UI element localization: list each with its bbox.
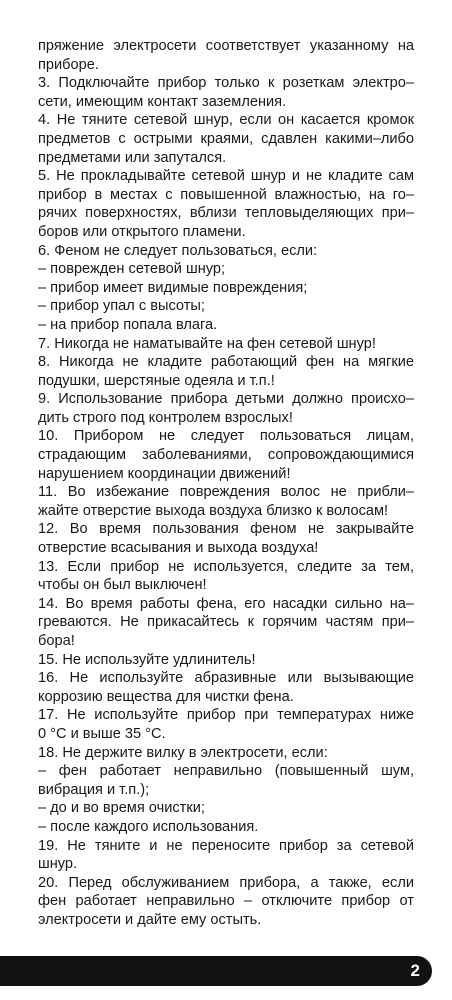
text-line: бора! (38, 633, 75, 649)
text-line: 12. Во время пользования феном не закрывайте (38, 521, 414, 538)
text-line: 8. Никогда не кладите работающий фен на мягкие (38, 354, 414, 371)
text-line: дить строго под контролем взрослых! (38, 409, 293, 426)
text-line: – фен работает неправильно (повышенный шум, (38, 763, 414, 780)
text-line: 4. Не тяните сетевой шнур, если он касается кромок (38, 112, 414, 129)
text-line: 5. Не прокладывайте сетевой шнур и не кладите сам (38, 168, 414, 185)
text-line: – поврежден сетевой шнур; (38, 261, 226, 278)
text-line: 15. Не используйте удлинитель! (38, 651, 256, 668)
text-line: жайте отверстие выхода воздуха близко к волосам! (38, 502, 389, 519)
text-line: 17. Не используйте прибор при температурах ниже (38, 707, 414, 724)
text-line: 11. Во избежание повреждения волос не прибли– (38, 484, 414, 501)
text-line: боров или открытого пламени. (38, 223, 246, 240)
text-line: 7. Никогда не наматывайте на фен сетевой шнур! (38, 335, 376, 352)
text-line: вибрация и т.п.); (38, 781, 150, 798)
text-line: отверстие всасывания и выхода воздуха! (38, 540, 319, 557)
text-line: шнур. (38, 856, 78, 873)
page-number: 2 (410, 961, 420, 980)
text-line: страдающим заболеваниями, сопровождающимися (38, 447, 414, 464)
text-line: – прибор имеет видимые повреждения; (38, 279, 308, 296)
text-line: 16. Не используйте абразивные или вызывающие (38, 670, 414, 687)
text-line: коррозию вещества для чистки фена. (38, 688, 294, 705)
text-line: фен работает неправильно – отключите прибор от (38, 893, 414, 910)
text-line: 3. Подключайте прибор только к розеткам электро– (38, 75, 414, 92)
text-line: 10. Прибором не следует пользоваться лицам, (38, 428, 414, 445)
text-line: электросети и дайте ему остыть. (38, 911, 262, 928)
text-line: подушки, шерстяные одеяла и т.п.! (38, 372, 275, 389)
text-line: приборе. (38, 56, 99, 73)
text-line: чтобы он был выключен! (38, 577, 207, 594)
text-line: 0 °С и выше 35 °С. (38, 725, 166, 742)
text-line: сети, имеющим контакт заземления. (38, 93, 287, 110)
text-line: – после каждого использования. (38, 818, 259, 835)
text-line: 13. Если прибор не используется, следите за тем, (38, 558, 414, 575)
text-line: нарушением координации движений! (38, 465, 291, 482)
text-line: – до и во время очистки; (38, 800, 205, 817)
footer-bar (0, 956, 432, 986)
text-line: 6. Феном не следует пользоваться, если: (38, 242, 318, 259)
text-line: греваются. Не прикасайтесь к горячим частям при– (38, 614, 414, 631)
text-line: 18. Не держите вилку в электросети, если: (38, 744, 328, 761)
text-line: прибор в местах с повышенной влажностью, на го– (38, 186, 414, 203)
text-line: 14. Во время работы фена, его насадки сильно на– (38, 595, 414, 612)
text-line: пряжение электросети соответствует указанному на (38, 38, 414, 54)
text-line: 20. Перед обслуживанием прибора, а также, если (38, 874, 414, 891)
text-line: предметами или запутался. (38, 149, 227, 166)
text-line: – на прибор попала влага. (38, 316, 218, 333)
text-line: рячих поверхностях, вблизи тепловыделяющих при– (38, 205, 414, 222)
text-line: 9. Использование прибора детьми должно происхо– (38, 391, 414, 408)
text-line: – прибор упал с высоты; (38, 298, 205, 315)
text-line: предметов с острыми краями, сдавлен какими–либо (38, 130, 414, 147)
instructions-text (38, 37, 414, 930)
text-line: 19. Не тяните и не переносите прибор за сетевой (38, 837, 414, 854)
